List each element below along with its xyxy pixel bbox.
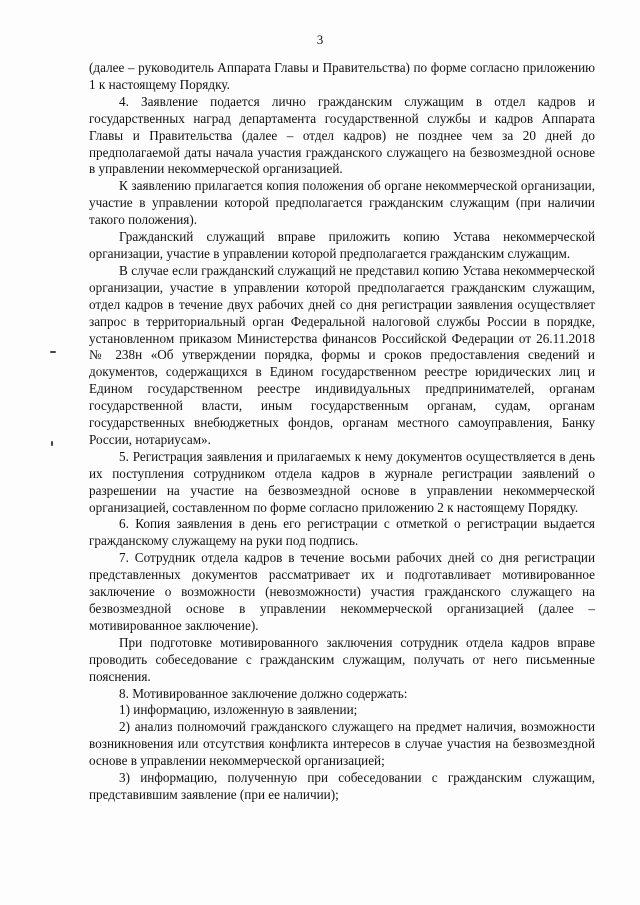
paragraph-item-4: 4. Заявление подается лично гражданским служащим в отдел кадров и государственных наград департамента государственной службы и кадров Аппарата Главы и Правительства (далее – отдел кадров) не позднее чем за 20 дней до предполагаемой даты начала участия гражданского служащего на безвозмездной основе в управлении некоммерческой организацией. [89, 93, 595, 177]
list-item-1: 1) информацию, изложенную в заявлении; [119, 702, 358, 718]
paragraph-item-8: 8. Мотивированное заключение должно содержать: [119, 685, 408, 701]
paragraph-item-6: 6. Копия заявления в день его регистрации с отметкой о регистрации выдается гражданскому служащему на руки под подпись. [89, 516, 595, 549]
paragraph-continuation: (далее – руководитель Аппарата Главы и Правительства) по форме согласно приложению 1 к настоящему Порядку. [89, 60, 595, 92]
paragraph-item-5: 5. Регистрация заявления и прилагаемых к нему документов осуществляется в день их поступления сотрудником отдела кадров в журнале регистрации заявлений о разрешении на участие на безвозмездной основе в управлении некоммерческой организацией, составленном по форме согласно приложению 2 к настоящему Порядку. [89, 448, 595, 515]
scan-speck [51, 441, 53, 446]
paragraph-attachment-copy: К заявлению прилагается копия положения об органе некоммерческой организации, участие в управлении которой предполагается гражданским служащим (при наличии такого положения). [89, 178, 595, 228]
paragraph-interview: При подготовке мотивированного заключения сотрудник отдела кадров вправе проводить собеседование с гражданским служащим, получать от него письменные пояснения. [89, 634, 595, 684]
page-number: 3 [316, 32, 324, 47]
paragraph-charter-request: В случае если гражданский служащий не представил копию Устава некоммерческой организации, участие в управлении которой предполагается гражданским служащим, отдел кадров в течение двух рабочих дней со дня регистрации заявления осуществляет запрос в территориальный орган Федеральной налоговой службы России в порядке, установленном приказом Министерства финансов Российской Федерации от 26.11.2018 № 238н «Об утверждении порядка, формы и сроков предоставления сведений и документов, содержащихся в Едином государственном реестре юридических лиц и Едином государственном реестре индивидуальных предпринимателей, органам государственной власти, иным государственным органам, судам, органам государственных внебюджетных фондов, органам местного самоуправления, Банку России, нотариусам». [89, 262, 595, 447]
scan-speck [50, 351, 56, 353]
paragraph-item-7: 7. Сотрудник отдела кадров в течение восьми рабочих дней со дня регистрации представленных документов рассматривает их и подготавливает мотивированное заключение о возможности (невозможности) участия гражданского служащего на безвозмездной основе в управлении некоммерческой организацией (далее – мотивированное заключение). [89, 550, 595, 633]
list-item-2: 2) анализ полномочий гражданского служащего на предмет наличия, возможности возникновения или отсутствия конфликта интересов в случае участия на безвозмездной основе в управлении некоммерческой организацией; [89, 719, 595, 769]
document-body [89, 60, 595, 804]
paragraph-charter-copy: Гражданский служащий вправе приложить копию Устава некоммерческой организации, участие в управлении которой предполагается гражданским служащим. [89, 229, 595, 261]
list-item-3: 3) информацию, полученную при собеседовании с гражданским служащим, представившим заявление (при ее наличии); [89, 770, 595, 802]
